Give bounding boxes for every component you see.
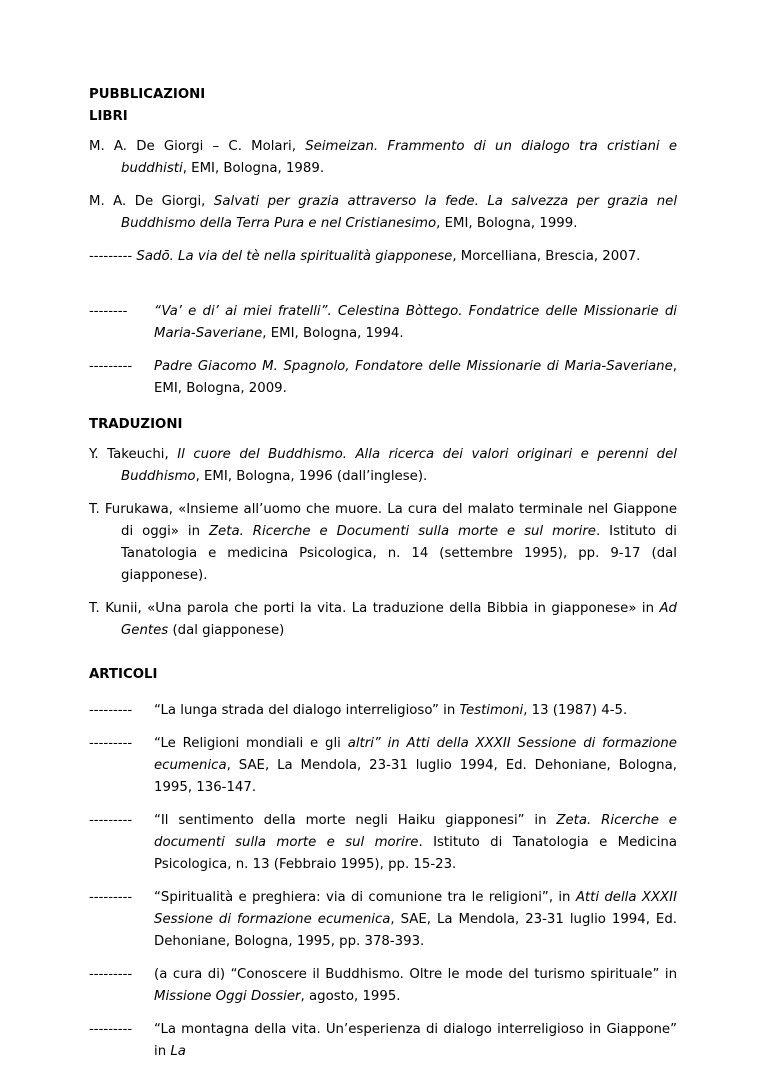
article-entry <box>89 964 677 1008</box>
entry-author: T. Kunii, <box>89 601 142 616</box>
heading-translations: TRADUZIONI <box>89 417 183 432</box>
entry-dash: --------- <box>89 736 133 751</box>
entry-rest: , EMI, Bologna, 1989. <box>182 161 325 176</box>
entry-title: Il cuore del Buddhismo. Alla ricerca dei valori originari e perenni del Buddhismo <box>121 447 677 484</box>
article-entry <box>89 700 677 722</box>
translation-entry <box>89 598 677 642</box>
entry-title: Sadō. La via del tè nella spiritualità giapponese <box>136 249 453 264</box>
article-entry <box>89 810 677 876</box>
book-entry <box>89 191 677 235</box>
translation-entry <box>89 499 677 587</box>
book-entry <box>89 301 677 345</box>
entry-author: M. A. De Giorgi – C. Molari, <box>89 139 296 154</box>
entry-rest: , SAE, La Mendola, 23-31 luglio 1994, Ed. Dehoniane, Bologna, 1995, pp. 378-393. <box>154 912 677 949</box>
entry-rest: (dal giapponese) <box>168 623 285 638</box>
book-entry <box>89 136 677 180</box>
entry-title: Testimoni <box>459 703 524 718</box>
entry-rest: , EMI, Bologna, 1996 (dall’inglese). <box>195 469 428 484</box>
heading-articles: ARTICOLI <box>89 667 158 682</box>
entry-dash: --------- <box>89 813 133 828</box>
entry-title: Ad Gentes <box>121 601 677 638</box>
entry-rest: , EMI, Bologna, 2009. <box>154 359 677 396</box>
entry-rest: , SAE, La Mendola, 23-31 luglio 1994, Ed. Dehoniane, Bologna, 1995, 136-147. <box>154 758 677 795</box>
entry-rest: , EMI, Bologna, 1994. <box>262 326 404 341</box>
entry-rest: . Istituto di Tanatologia e Medicina Psicologica, n. 13 (Febbraio 1995), pp. 15-23. <box>154 835 677 872</box>
entry-dash: --------- <box>89 890 133 905</box>
entry-dash: --------- <box>89 1022 133 1037</box>
article-entry <box>89 1019 677 1063</box>
entry-title: Padre Giacomo M. Spagnolo, Fondatore delle Missionarie di Maria-Saveriane <box>154 359 673 374</box>
book-entry <box>89 246 677 268</box>
entry-dash: --------- <box>89 967 133 982</box>
entry-author: --------- <box>89 249 133 264</box>
translation-entry <box>89 444 677 488</box>
entry-text: “La lunga strada del dialogo interreligioso” in <box>154 703 460 718</box>
article-entry <box>89 887 677 953</box>
entry-dash: --------- <box>89 703 133 718</box>
entry-title: Zeta. Ricerche e documenti sulla morte e sul morire <box>154 813 677 850</box>
entry-text: “Spiritualità e preghiera: via di comunione tra le religioni”, in <box>154 890 576 905</box>
entry-text: “La montagna della vita. Un’esperienza di dialogo interreligioso in Giappone” in <box>154 1022 677 1059</box>
entry-text: «Insieme all’uomo che muore. La cura del malato terminale nel Giappone di oggi» in <box>121 502 678 539</box>
heading-publications: PUBBLICAZIONI <box>89 87 206 102</box>
entry-title: altri” in Atti della XXXII Sessione di formazione ecumenica <box>154 736 677 773</box>
entry-author: -------- <box>89 304 128 319</box>
article-entry <box>89 733 677 799</box>
document-content <box>89 84 677 1074</box>
entry-text: «Una parola che porti la vita. La traduzione della Bibbia in giapponese» in <box>147 601 660 616</box>
entry-author: T. Furukawa, <box>89 502 173 517</box>
entry-text: “Le Religioni mondiali e gli <box>154 736 348 751</box>
entry-title: Missione Oggi Dossier <box>154 989 301 1004</box>
entry-title: Zeta. Ricerche e Documenti sulla morte e sul morire <box>208 524 596 539</box>
entry-text: (a cura di) “Conoscere il Buddhismo. Oltre le mode del turismo spirituale” in <box>154 967 677 982</box>
heading-books: LIBRI <box>89 109 128 124</box>
entry-title: La <box>170 1044 186 1059</box>
entry-text: “Il sentimento della morte negli Haiku giapponesi” in <box>154 813 557 828</box>
entry-rest: , Morcelliana, Brescia, 2007. <box>452 249 641 264</box>
book-entry <box>89 356 677 400</box>
entry-title: Salvati per grazia attraverso la fede. La salvezza per grazia nel Buddhismo della Terra Pura e nel Cristianesimo <box>121 194 678 231</box>
entry-author: --------- <box>89 359 133 374</box>
entry-rest: , agosto, 1995. <box>300 989 401 1004</box>
entry-title: “Va’ e di’ ai miei fratelli”. Celestina Bòttego. Fondatrice delle Missionarie di Maria-Saveriane <box>154 304 677 341</box>
entry-author: Y. Takeuchi, <box>89 447 169 462</box>
entry-rest: , EMI, Bologna, 1999. <box>436 216 578 231</box>
entry-author: M. A. De Giorgi, <box>89 194 206 209</box>
entry-rest: , 13 (1987) 4-5. <box>523 703 628 718</box>
entry-title: Atti della XXXII Sessione di formazione ecumenica <box>154 890 678 927</box>
entry-rest: . Istituto di Tanatologia e medicina Psicologica, n. 14 (settembre 1995), pp. 9-17 (dal giapponese). <box>121 524 677 583</box>
entry-title: Seimeizan. Frammento di un dialogo tra cristiani e buddhisti <box>121 139 677 176</box>
